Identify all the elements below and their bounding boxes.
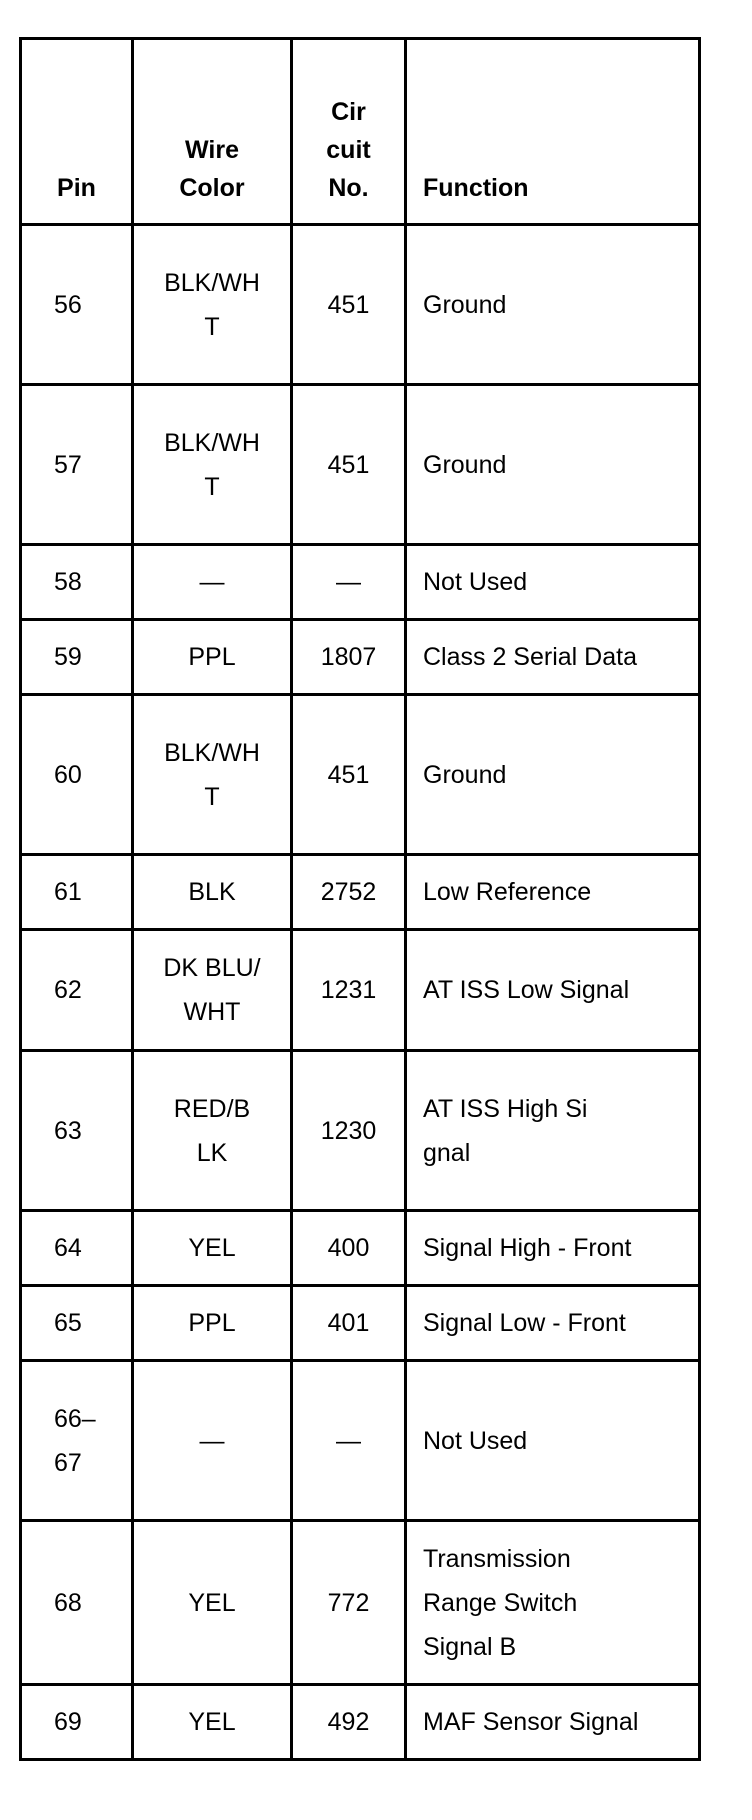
function-cell [406, 1051, 700, 1211]
function-cell: Not Used [406, 545, 700, 620]
function-cell: Signal Low - Front [406, 1286, 700, 1361]
circuit-cell: 492 [292, 1685, 406, 1760]
wire-color-cell: — [133, 545, 292, 620]
table-row [21, 620, 700, 695]
wire-color-cell [133, 225, 292, 385]
pin-cell: 61 [21, 855, 133, 930]
wire-color-value: BLK/WHT [164, 738, 260, 811]
function-value: Transmission Range Switch Signal B [423, 1544, 578, 1661]
table-row [21, 930, 700, 1051]
header-function: Function [406, 39, 700, 225]
function-cell: Class 2 Serial Data [406, 620, 700, 695]
circuit-cell: 401 [292, 1286, 406, 1361]
circuit-cell: 451 [292, 385, 406, 545]
table-header [21, 39, 700, 225]
circuit-cell: 451 [292, 695, 406, 855]
table-row [21, 1211, 700, 1286]
wire-color-cell: YEL [133, 1211, 292, 1286]
table-row [21, 545, 700, 620]
function-cell: Ground [406, 225, 700, 385]
wire-color-cell [133, 1051, 292, 1211]
pin-cell: 62 [21, 930, 133, 1051]
pin-value: 66–67 [54, 1404, 96, 1477]
wire-color-cell: PPL [133, 1286, 292, 1361]
table-row [21, 385, 700, 545]
wire-color-cell: BLK [133, 855, 292, 930]
header-circuit-no [292, 39, 406, 225]
wire-color-cell [133, 695, 292, 855]
table-row [21, 695, 700, 855]
function-cell: Low Reference [406, 855, 700, 930]
pin-cell: 68 [21, 1521, 133, 1685]
wire-color-value: BLK/WHT [164, 428, 260, 501]
circuit-cell: 1807 [292, 620, 406, 695]
function-cell [406, 1521, 700, 1685]
table-row [21, 1051, 700, 1211]
wire-color-cell: YEL [133, 1521, 292, 1685]
function-cell: Ground [406, 695, 700, 855]
wire-color-cell: PPL [133, 620, 292, 695]
circuit-cell: 1230 [292, 1051, 406, 1211]
header-wire-color [133, 39, 292, 225]
wire-color-cell [133, 385, 292, 545]
circuit-cell: 451 [292, 225, 406, 385]
pin-cell: 69 [21, 1685, 133, 1760]
function-cell: AT ISS Low Signal [406, 930, 700, 1051]
function-cell: Not Used [406, 1361, 700, 1521]
pin-cell: 59 [21, 620, 133, 695]
function-cell: Ground [406, 385, 700, 545]
circuit-cell: 2752 [292, 855, 406, 930]
table-row [21, 1286, 700, 1361]
function-cell: Signal High - Front [406, 1211, 700, 1286]
table-row [21, 855, 700, 930]
function-cell: MAF Sensor Signal [406, 1685, 700, 1760]
circuit-cell: 400 [292, 1211, 406, 1286]
wire-color-value: BLK/WHT [164, 268, 260, 341]
table-row [21, 1521, 700, 1685]
table-row [21, 1361, 700, 1521]
pin-cell: 64 [21, 1211, 133, 1286]
table-row [21, 1685, 700, 1760]
wire-color-cell: YEL [133, 1685, 292, 1760]
table-row [21, 225, 700, 385]
header-pin: Pin [21, 39, 133, 225]
pin-cell: 60 [21, 695, 133, 855]
pin-cell: 56 [21, 225, 133, 385]
header-circuit-no-label: Cir cuit No. [326, 98, 371, 202]
circuit-cell: 1231 [292, 930, 406, 1051]
wire-color-value: DK BLU/WHT [163, 954, 261, 1026]
header-row [21, 39, 700, 225]
circuit-cell: 772 [292, 1521, 406, 1685]
wire-color-cell: — [133, 1361, 292, 1521]
circuit-cell: — [292, 1361, 406, 1521]
pin-cell [21, 1361, 133, 1521]
function-value: AT ISS High Signal [423, 1094, 588, 1167]
pin-cell: 58 [21, 545, 133, 620]
pin-cell: 65 [21, 1286, 133, 1361]
wire-color-value: RED/BLK [173, 1094, 251, 1167]
pin-cell: 57 [21, 385, 133, 545]
pinout-table [19, 37, 701, 1761]
wire-color-cell [133, 930, 292, 1051]
table-body [21, 225, 700, 1760]
pin-cell: 63 [21, 1051, 133, 1211]
header-wire-color-label: Wire Color [179, 136, 245, 202]
circuit-cell: — [292, 545, 406, 620]
